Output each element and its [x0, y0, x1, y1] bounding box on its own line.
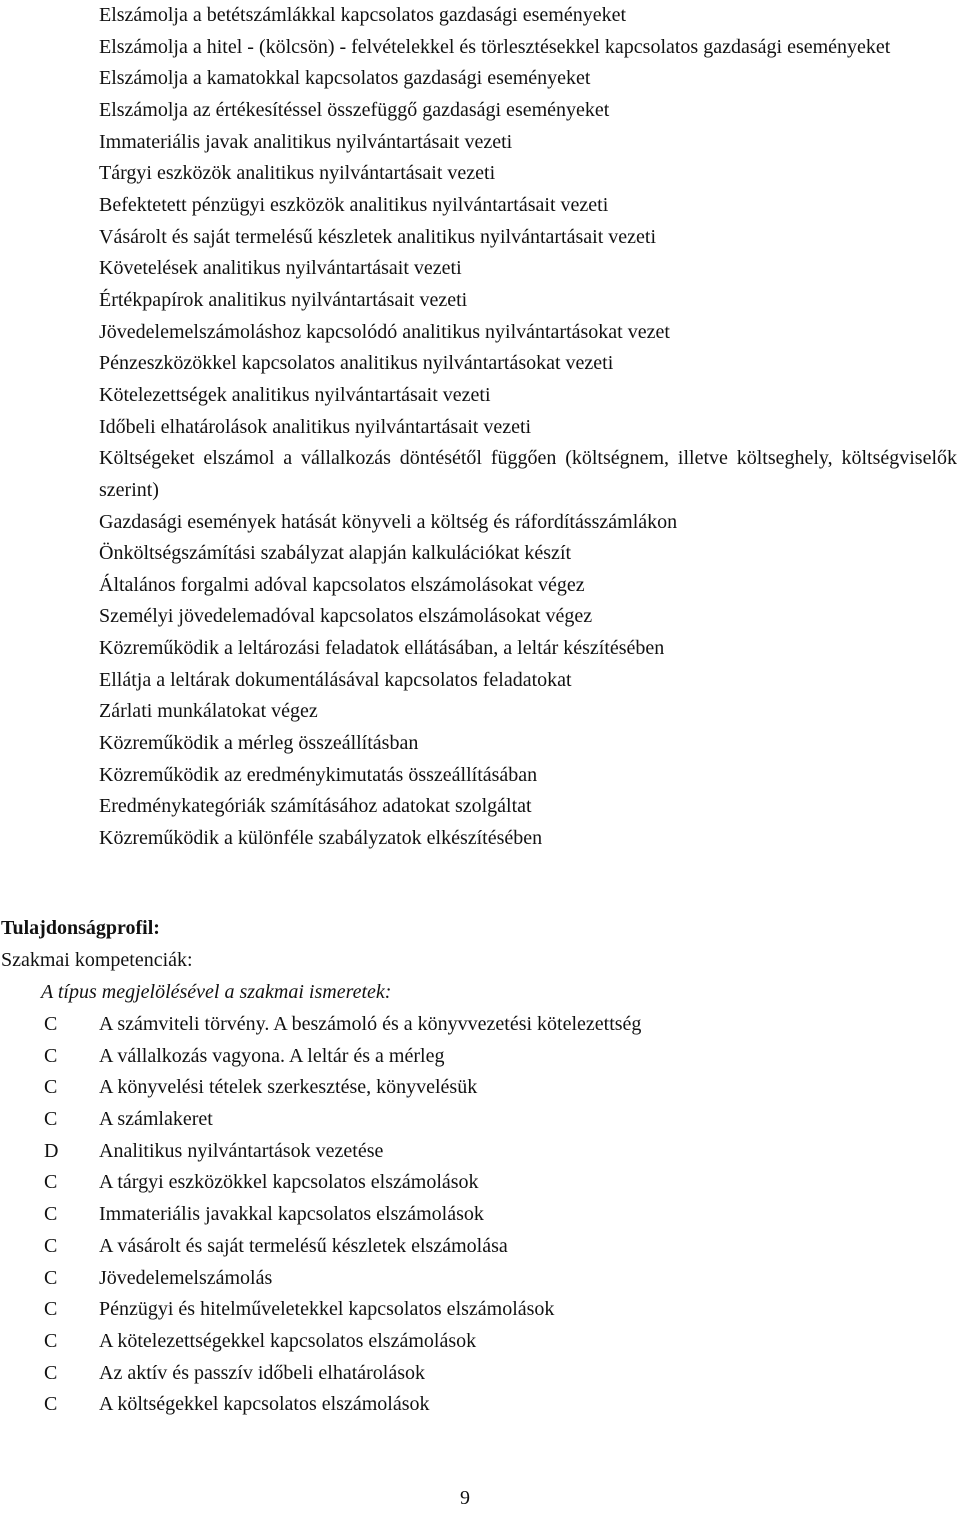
knowledge-item: [0, 1009, 960, 1041]
knowledge-type: C: [44, 1076, 58, 1099]
task-item: Önköltségszámítási szabályzat alapján kalkulációkat készít: [99, 542, 572, 565]
knowledge-item: [0, 1389, 960, 1421]
knowledge-topic: A könyvelési tételek szerkesztése, könyvelésük: [99, 1076, 478, 1099]
knowledge-type: C: [44, 1203, 58, 1226]
profile-title: Tulajdonságprofil:: [1, 917, 160, 939]
knowledge-type: C: [44, 1329, 58, 1352]
knowledge-topic: A vállalkozás vagyona. A leltár és a mérleg: [99, 1044, 445, 1067]
task-item: Időbeli elhatárolások analitikus nyilvántartásait vezeti: [99, 415, 532, 438]
knowledge-item: [0, 1167, 960, 1199]
task-item: Tárgyi eszközök analitikus nyilvántartásait vezeti: [99, 162, 496, 185]
page-number: 9: [460, 1487, 470, 1509]
knowledge-item: [0, 1326, 960, 1358]
knowledge-topic: A számviteli törvény. A beszámoló és a könyvvezetési kötelezettség: [99, 1013, 642, 1035]
knowledge-topic: A számlakeret: [99, 1108, 213, 1131]
knowledge-topic: Immateriális javakkal kapcsolatos elszámolások: [99, 1203, 484, 1226]
knowledge-item: [0, 1358, 960, 1390]
task-item: Közreműködik az eredménykimutatás összeállításában: [99, 763, 538, 786]
knowledge-topic: A kötelezettségekkel kapcsolatos elszámolások: [99, 1329, 477, 1352]
knowledge-topic: A vásárolt és saját termelésű készletek elszámolása: [99, 1234, 508, 1257]
task-item: Ellátja a leltárak dokumentálásával kapcsolatos feladatokat: [99, 668, 572, 691]
knowledge-topic: Analitikus nyilvántartások vezetése: [99, 1139, 384, 1162]
task-item: Elszámolja az értékesítéssel összefüggő gazdasági eseményeket: [99, 98, 610, 121]
knowledge-topic: Az aktív és passzív időbeli elhatárolások: [99, 1361, 426, 1384]
knowledge-type: C: [44, 1171, 58, 1194]
task-item: Közreműködik a mérleg összeállításban: [99, 732, 419, 755]
knowledge-type: C: [44, 1108, 58, 1131]
task-item: Pénzeszközökkel kapcsolatos analitikus nyilvántartásokat vezeti: [99, 352, 614, 375]
knowledge-type: C: [44, 1361, 58, 1384]
task-list: [99, 0, 957, 855]
knowledge-type: C: [44, 1013, 58, 1035]
task-item: Általános forgalmi adóval kapcsolatos elszámolásokat végez: [99, 573, 585, 596]
task-item: Elszámolja a kamatokkal kapcsolatos gazdasági eseményeket: [99, 67, 591, 90]
knowledge-item: [0, 1104, 960, 1136]
knowledge-type: C: [44, 1044, 58, 1067]
knowledge-type: C: [44, 1266, 58, 1289]
knowledge-item: [0, 1136, 960, 1168]
knowledge-item: [0, 1231, 960, 1263]
knowledge-topic: Pénzügyi és hitelműveletekkel kapcsolatos elszámolások: [99, 1298, 555, 1321]
knowledge-type: C: [44, 1298, 58, 1321]
knowledge-topic: A költségekkel kapcsolatos elszámolások: [99, 1393, 430, 1416]
task-item: Vásárolt és saját termelésű készletek analitikus nyilvántartásait vezeti: [99, 225, 657, 248]
knowledge-type: C: [44, 1234, 58, 1257]
task-item: Gazdasági események hatását könyveli a költség és ráfordításszámlákon: [99, 510, 678, 533]
knowledge-item: [0, 1294, 960, 1326]
knowledge-list: [0, 1009, 960, 1421]
profile-subtitle: Szakmai kompetenciák:: [1, 949, 193, 971]
task-item: Közreműködik a különféle szabályzatok elkészítésében: [99, 827, 543, 850]
knowledge-type: C: [44, 1393, 58, 1416]
task-item: Közreműködik a leltározási feladatok ellátásában, a leltár készítésében: [99, 637, 665, 660]
task-item: Jövedelemelszámoláshoz kapcsolódó analitikus nyilvántartásokat vezet: [99, 320, 670, 343]
task-item: Személyi jövedelemadóval kapcsolatos elszámolásokat végez: [99, 605, 593, 628]
knowledge-topic: Jövedelemelszámolás: [99, 1266, 273, 1289]
task-item: Elszámolja a hitel - (kölcsön) - felvételekkel és törlesztésekkel kapcsolatos gazdasági eseményeket: [99, 35, 891, 58]
task-item: Értékpapírok analitikus nyilvántartásait vezeti: [99, 288, 468, 311]
knowledge-item: [0, 1041, 960, 1073]
task-item: Immateriális javak analitikus nyilvántartásait vezeti: [99, 130, 513, 153]
task-item: Követelések analitikus nyilvántartásait vezeti: [99, 257, 462, 280]
knowledge-type: D: [44, 1139, 59, 1162]
task-item: Kötelezettségek analitikus nyilvántartásait vezeti: [99, 383, 491, 406]
task-item: Költségeket elszámol a vállalkozás döntésétől függően (költségnem, illetve költseghely, költségviselők szerint): [99, 447, 957, 501]
task-item: Befektetett pénzügyi eszközök analitikus nyilvántartásait vezeti: [99, 193, 609, 216]
knowledge-item: [0, 1072, 960, 1104]
knowledge-item: [0, 1263, 960, 1295]
task-item: Elszámolja a betétszámlákkal kapcsolatos gazdasági eseményeket: [99, 4, 627, 26]
knowledge-heading: A típus megjelölésével a szakmai ismeretek:: [41, 981, 392, 1003]
task-item: Zárlati munkálatokat végez: [99, 700, 318, 723]
knowledge-topic: A tárgyi eszközökkel kapcsolatos elszámolások: [99, 1171, 479, 1194]
knowledge-item: [0, 1199, 960, 1231]
task-item: Eredménykategóriák számításához adatokat szolgáltat: [99, 795, 532, 818]
